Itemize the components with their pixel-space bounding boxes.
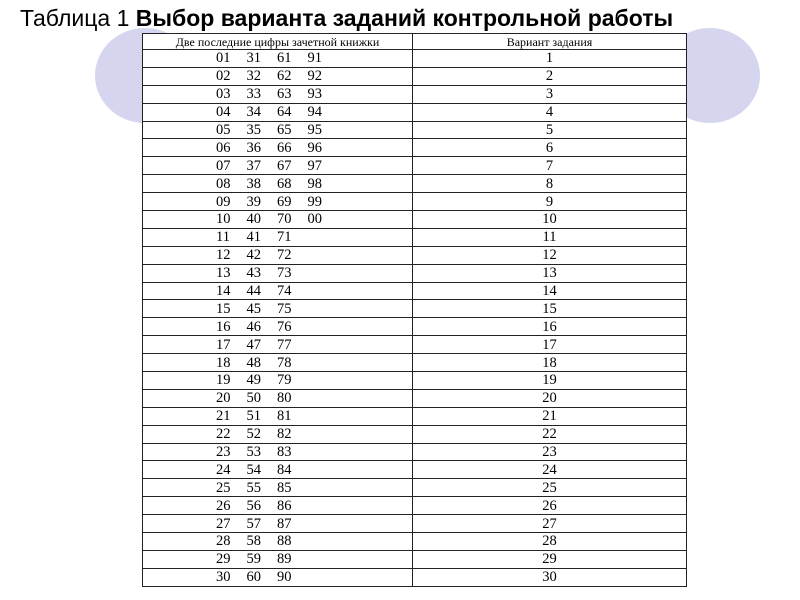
record-book-digit-pair: 47: [246, 336, 261, 353]
record-book-digit-pair: 23: [216, 444, 231, 461]
table-row: [143, 264, 687, 282]
record-book-digit-pair: 28: [216, 533, 231, 550]
record-book-digit-pair: 78: [277, 354, 292, 371]
record-book-digits-cell: [143, 157, 413, 175]
record-book-digit-pair: 75: [277, 300, 292, 317]
table-header-row: [143, 34, 687, 50]
record-book-digit-pair: 02: [216, 68, 231, 85]
table-row: [143, 139, 687, 157]
record-book-digit-pair: 99: [307, 193, 322, 210]
record-book-digit-pair: 57: [246, 515, 261, 532]
record-book-digits-cell: [143, 515, 413, 533]
record-book-digit-pair: 98: [307, 175, 322, 192]
record-book-digit-pair: 42: [246, 247, 261, 264]
table-row: [143, 300, 687, 318]
record-book-digit-pair: 96: [307, 139, 322, 156]
record-book-digits-cell: [143, 67, 413, 85]
table-row: [143, 246, 687, 264]
record-book-digit-pair: 15: [216, 300, 231, 317]
record-book-digits-cell: [143, 139, 413, 157]
task-variant-cell: 29: [413, 550, 687, 568]
table-row: [143, 67, 687, 85]
record-book-digit-pair: 32: [246, 68, 261, 85]
record-book-digits-cell: [143, 336, 413, 354]
record-book-digit-pair: 04: [216, 104, 231, 121]
table-row: [143, 193, 687, 211]
header-task-variant: Вариант задания: [413, 34, 687, 50]
record-book-digit-pair: 21: [216, 408, 231, 425]
task-variant-cell: 6: [413, 139, 687, 157]
record-book-digit-pair: 56: [246, 497, 261, 514]
record-book-digit-pair: 11: [216, 229, 230, 246]
record-book-digit-pair: 49: [246, 372, 261, 389]
table-row: [143, 121, 687, 139]
table-row: [143, 85, 687, 103]
record-book-digit-pair: 88: [277, 533, 292, 550]
table-row: [143, 103, 687, 121]
table-row: [143, 50, 687, 68]
record-book-digit-pair: 74: [277, 283, 292, 300]
record-book-digit-pair: 72: [277, 247, 292, 264]
task-variant-cell: 15: [413, 300, 687, 318]
record-book-digit-pair: 87: [277, 515, 292, 532]
record-book-digit-pair: 22: [216, 426, 231, 443]
task-variant-cell: 26: [413, 497, 687, 515]
task-variant-cell: 17: [413, 336, 687, 354]
record-book-digit-pair: 36: [246, 139, 261, 156]
task-variant-cell: 22: [413, 425, 687, 443]
variant-table: [142, 33, 687, 587]
record-book-digit-pair: 73: [277, 265, 292, 282]
record-book-digits-cell: [143, 354, 413, 372]
record-book-digit-pair: 00: [307, 211, 322, 228]
header-record-book-digits: Две последние цифры зачетной книжки: [143, 34, 413, 50]
slide-title: [20, 4, 800, 32]
record-book-digit-pair: 07: [216, 157, 231, 174]
record-book-digits-cell: [143, 50, 413, 68]
record-book-digits-cell: [143, 389, 413, 407]
table-row: [143, 461, 687, 479]
record-book-digit-pair: 48: [246, 354, 261, 371]
record-book-digit-pair: 79: [277, 372, 292, 389]
record-book-digit-pair: 39: [246, 193, 261, 210]
record-book-digit-pair: 12: [216, 247, 231, 264]
record-book-digit-pair: 70: [277, 211, 292, 228]
record-book-digits-cell: [143, 85, 413, 103]
record-book-digit-pair: 33: [246, 86, 261, 103]
record-book-digit-pair: 89: [277, 551, 292, 568]
record-book-digit-pair: 08: [216, 175, 231, 192]
record-book-digits-cell: [143, 479, 413, 497]
record-book-digit-pair: 37: [246, 157, 261, 174]
record-book-digits-cell: [143, 246, 413, 264]
record-book-digit-pair: 19: [216, 372, 231, 389]
table-row: [143, 211, 687, 229]
table-row: [143, 425, 687, 443]
record-book-digit-pair: 54: [246, 461, 261, 478]
record-book-digit-pair: 45: [246, 300, 261, 317]
record-book-digits-cell: [143, 533, 413, 551]
task-variant-cell: 4: [413, 103, 687, 121]
record-book-digit-pair: 20: [216, 390, 231, 407]
table-row: [143, 157, 687, 175]
record-book-digit-pair: 95: [307, 122, 322, 138]
table-row: [143, 497, 687, 515]
record-book-digit-pair: 61: [277, 50, 292, 67]
record-book-digits-cell: [143, 372, 413, 390]
table-row: [143, 568, 687, 586]
table-row: [143, 407, 687, 425]
title-prefix: Таблица 1: [20, 5, 136, 31]
task-variant-cell: 27: [413, 515, 687, 533]
record-book-digit-pair: 13: [216, 265, 231, 282]
record-book-digit-pair: 93: [307, 86, 322, 103]
table-row: [143, 228, 687, 246]
record-book-digit-pair: 94: [307, 104, 322, 121]
record-book-digit-pair: 85: [277, 479, 292, 496]
record-book-digit-pair: 71: [277, 229, 292, 246]
record-book-digit-pair: 82: [277, 426, 292, 443]
record-book-digit-pair: 67: [277, 157, 292, 174]
task-variant-cell: 16: [413, 318, 687, 336]
table-row: [143, 443, 687, 461]
record-book-digit-pair: 25: [216, 479, 231, 496]
table-row: [143, 282, 687, 300]
record-book-digit-pair: 80: [277, 390, 292, 407]
task-variant-cell: 7: [413, 157, 687, 175]
record-book-digit-pair: 81: [277, 408, 292, 425]
table-row: [143, 175, 687, 193]
table-row: [143, 336, 687, 354]
record-book-digit-pair: 64: [277, 104, 292, 121]
task-variant-cell: 21: [413, 407, 687, 425]
task-variant-cell: 2: [413, 67, 687, 85]
task-variant-cell: 24: [413, 461, 687, 479]
task-variant-cell: 11: [413, 228, 687, 246]
record-book-digit-pair: 91: [307, 50, 322, 67]
task-variant-cell: 12: [413, 246, 687, 264]
record-book-digit-pair: 34: [246, 104, 261, 121]
table-row: [143, 354, 687, 372]
record-book-digit-pair: 01: [216, 50, 231, 67]
table-row: [143, 372, 687, 390]
record-book-digit-pair: 62: [277, 68, 292, 85]
record-book-digits-cell: [143, 103, 413, 121]
task-variant-cell: 14: [413, 282, 687, 300]
record-book-digits-cell: [143, 228, 413, 246]
record-book-digit-pair: 40: [246, 211, 261, 228]
record-book-digits-cell: [143, 175, 413, 193]
record-book-digit-pair: 60: [246, 569, 261, 586]
record-book-digits-cell: [143, 211, 413, 229]
task-variant-cell: 5: [413, 121, 687, 139]
record-book-digit-pair: 77: [277, 336, 292, 353]
record-book-digit-pair: 18: [216, 354, 231, 371]
record-book-digit-pair: 44: [246, 283, 261, 300]
record-book-digit-pair: 16: [216, 318, 231, 335]
task-variant-cell: 30: [413, 568, 687, 586]
record-book-digits-cell: [143, 264, 413, 282]
record-book-digit-pair: 90: [277, 569, 292, 586]
task-variant-cell: 23: [413, 443, 687, 461]
task-variant-cell: 19: [413, 372, 687, 390]
record-book-digit-pair: 53: [246, 444, 261, 461]
task-variant-cell: 28: [413, 533, 687, 551]
title-bold-text: Выбор варианта заданий контрольной работы: [135, 5, 674, 31]
record-book-digits-cell: [143, 300, 413, 318]
record-book-digit-pair: 38: [246, 175, 261, 192]
record-book-digit-pair: 10: [216, 211, 231, 228]
record-book-digit-pair: 29: [216, 551, 231, 568]
record-book-digits-cell: [143, 550, 413, 568]
table-row: [143, 479, 687, 497]
record-book-digits-cell: [143, 318, 413, 336]
record-book-digits-cell: [143, 193, 413, 211]
table-body: [143, 50, 687, 587]
record-book-digits-cell: [143, 282, 413, 300]
record-book-digit-pair: 41: [246, 229, 261, 246]
record-book-digit-pair: 14: [216, 283, 231, 300]
record-book-digit-pair: 31: [246, 50, 261, 67]
record-book-digit-pair: 09: [216, 193, 231, 210]
record-book-digits-cell: [143, 443, 413, 461]
record-book-digit-pair: 65: [277, 122, 292, 138]
record-book-digit-pair: 06: [216, 139, 231, 156]
record-book-digit-pair: 66: [277, 139, 292, 156]
table-row: [143, 389, 687, 407]
task-variant-cell: 13: [413, 264, 687, 282]
record-book-digit-pair: 24: [216, 461, 231, 478]
record-book-digit-pair: 97: [307, 157, 322, 174]
record-book-digit-pair: 05: [216, 122, 231, 138]
task-variant-cell: 10: [413, 211, 687, 229]
record-book-digit-pair: 59: [246, 551, 261, 568]
record-book-digit-pair: 51: [246, 408, 261, 425]
record-book-digit-pair: 58: [246, 533, 261, 550]
record-book-digit-pair: 03: [216, 86, 231, 103]
record-book-digit-pair: 46: [246, 318, 261, 335]
record-book-digit-pair: 17: [216, 336, 231, 353]
record-book-digit-pair: 27: [216, 515, 231, 532]
record-book-digit-pair: 55: [246, 479, 261, 496]
task-variant-cell: 20: [413, 389, 687, 407]
record-book-digits-cell: [143, 568, 413, 586]
task-variant-cell: 3: [413, 85, 687, 103]
record-book-digits-cell: [143, 425, 413, 443]
task-variant-cell: 18: [413, 354, 687, 372]
task-variant-cell: 1: [413, 50, 687, 68]
record-book-digits-cell: [143, 407, 413, 425]
table-row: [143, 318, 687, 336]
record-book-digit-pair: 63: [277, 86, 292, 103]
record-book-digit-pair: 92: [307, 68, 322, 85]
record-book-digit-pair: 83: [277, 444, 292, 461]
record-book-digits-cell: [143, 497, 413, 515]
task-variant-cell: 25: [413, 479, 687, 497]
record-book-digit-pair: 35: [246, 122, 261, 138]
record-book-digit-pair: 84: [277, 461, 292, 478]
table-row: [143, 515, 687, 533]
record-book-digit-pair: 52: [246, 426, 261, 443]
record-book-digit-pair: 50: [246, 390, 261, 407]
record-book-digit-pair: 30: [216, 569, 231, 586]
record-book-digit-pair: 69: [277, 193, 292, 210]
table-row: [143, 550, 687, 568]
record-book-digit-pair: 26: [216, 497, 231, 514]
record-book-digit-pair: 86: [277, 497, 292, 514]
record-book-digit-pair: 43: [246, 265, 261, 282]
table-row: [143, 533, 687, 551]
record-book-digit-pair: 68: [277, 175, 292, 192]
task-variant-cell: 9: [413, 193, 687, 211]
record-book-digits-cell: [143, 461, 413, 479]
task-variant-cell: 8: [413, 175, 687, 193]
record-book-digits-cell: [143, 121, 413, 139]
record-book-digit-pair: 76: [277, 318, 292, 335]
